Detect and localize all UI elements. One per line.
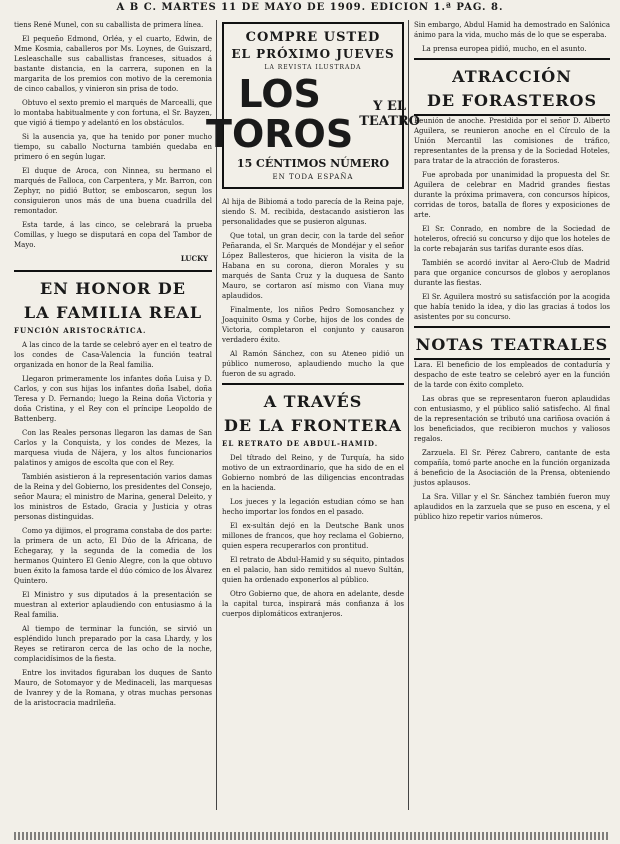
paragraph: Con las Reales personas llegaron las damas de San Carlos y la Conquista, y los condes de Mezes, la marquesa viuda de Nájera, y los altos funcionarios palatinos y amigos de escolta que con el Rey. [14, 429, 212, 467]
ad-side: Y EL [373, 99, 407, 114]
column-right [414, 20, 610, 830]
ad-price: 15 CÉNTIMOS NÚMERO [236, 157, 390, 170]
paragraph: tiens René Munel, con su caballista de primera línea. [14, 21, 204, 29]
paragraph: El Ministro y sus diputados á la presentación se muestran al exterior aplaudiendo con entusiasmo á la Real familia. [14, 591, 212, 619]
paragraph: Al hija de Bibiomá a todo parecía de la Reina paje, siendo S. M. recibida, destacando asistieron las personalidades que se pusieron algunas. [222, 198, 404, 226]
section-title: A TRAVÉS [263, 392, 363, 411]
paragraph: Entre los invitados figuraban los duques de Santo Mauro, de Sotomayor y de Medinaceli, las marquesas de Ivanrey y de la Romana, y otras muchas personas de la aristocracia madrileña. [14, 669, 212, 707]
ad-title: LOS TOROS [206, 72, 354, 156]
paragraph: Lara. El beneficio de los empleados de contaduría y despacho de este teatro se celebró ayer en la función de la tarde con éxito completo. [414, 361, 610, 389]
paragraph: Reunión de anoche. Presidida por el señor D. Alberto Aguilera, se reunieron anoche en el Círculo de la Unión Mercantil las comisiones de tráfico, representantes de la prensa y de la Sociedad Hoteles, para tratar de la atracción de forasteros. [414, 117, 610, 165]
paragraph: También asistieron á la representación varios damas de la Reina y del Gobierno, los presidentes del Consejo, señor Maura; el ministro de Marina, general Deleito, y los ministros de Estado, Gracia y Justicia y otras personas distinguidas. [14, 473, 212, 521]
paragraph: Los jueces y la legación estudian cómo se han hecho importar los fondos en el pasado. [222, 498, 404, 516]
section-title: NOTAS TEATRALES [415, 335, 609, 354]
column-left [14, 20, 212, 830]
paragraph: También se acordó invitar al Aero-Club de Madrid para que organice concursos de globos y aeroplanos durante las fiestas. [414, 259, 610, 287]
paragraph: Las obras que se representaron fueron aplaudidas con entusiasmo, y el público salió satisfecho. Al final de la representación se tributó una cariñosa ovación á los beneficiados, que recibieron muchos y valiosos regalos. [414, 395, 610, 443]
page-header: A B C. MARTES 11 DE MAYO DE 1909. EDICION 1.ª PAG. 8. [116, 2, 504, 13]
column-rule [408, 20, 409, 810]
subheading: FUNCIÓN ARISTOCRÁTICA. [14, 326, 147, 335]
ad-line: COMPRE USTED [245, 30, 381, 45]
paragraph: Fue aprobada por unanimidad la propuesta del Sr. Aguilera de celebrar en Madrid grandes fiestas durante la próxima primavera, con concursos hípicos, corridas de toros, batalla de flores y exposiciones de arte. [414, 171, 610, 219]
paragraph: El Sr. Aguilera mostró su satisfacción por la acogida que había tenido la idea, y dio las gracias á todos los asistentes por su concurso. [414, 293, 610, 321]
paragraph: Obtuvo el sexto premio el marqués de Marcealli, que lo montaba habitualmente y con fortuna, el Sr. Bayzen, que vigió á tiempo y adelantó en los obstáculos. [14, 99, 212, 127]
paragraph: La prensa europea pidió, mucho, en el asunto. [422, 45, 587, 53]
paragraph: Otro Gobierno que, de ahora en adelante, desde la capital turca, inspirará más confianza á los cuerpos diplomáticos extranjeros. [222, 590, 404, 618]
paragraph: Finalmente, los niños Pedro Somosanchez y Joaquinito Osma y Corbe, hijos de los condes de Victoria, completaron el conjunto y causaron verdadero éxito. [222, 306, 404, 344]
paragraph: Que total, un gran decir, con la tarde del señor Peñaranda, el Sr. Marqués de Mondéjar y el señor López Ballesteros, que hicieron la visita de la Habana en su corona, dieron Morales y su marqués de Santa Cruz y la duquesa de Santo Mauro, se cortaron así mismo con Viana muy aplaudidos. [222, 232, 404, 300]
section-title: DE FORASTEROS [426, 91, 598, 110]
paragraph: Llegaron primeramente los infantes doña Luisa y D. Carlos, y con sus hijas los infantes doña Isabel, doña Teresa y D. Fernando; luego la Reina doña Victoria y doña Cristina, y el Rey con el príncipe Leopoldo de Battenberg. [14, 375, 212, 423]
section-title: ATRACCIÓN [452, 67, 572, 86]
paragraph: Al tiempo de terminar la función, se sirvió un espléndido lunch preparado por la casa Lhardy, y los Reyes se retiraron cerca de las ocho de la noche, complacidísimos de la fiesta. [14, 625, 212, 663]
paragraph: Como ya dijimos, el programa constaba de dos parte: la primera de un acto, El Dúo de la Africana, de Echegaray, y la segunda de la comedia de los hermanos Quintero El Genio Alegre, con la que obtuvo buen éxito la famosa tarde el dúo cómico de los Álvarez Quintero. [14, 527, 212, 585]
paragraph: Sin embargo, Abdul Hamid ha demostrado en Salónica ánimo para la vida, mucho más de lo que se esperaba. [414, 21, 610, 39]
article-signature: LUCKY [180, 254, 208, 263]
paragraph: Si la ausencia ya, que ha tenido por poner mucho tiempo, su caballo Nocturna también quedaba en primero ó en según lugar. [14, 133, 212, 161]
page-footer-strip [14, 832, 610, 840]
advertisement [206, 22, 420, 189]
paragraph: Zarzuela. El Sr. Pérez Cabrero, cantante de esta compañía, tomó parte anoche en la función organizada á beneficio de la Asociación de la Prensa, obteniendo justos aplausos. [414, 449, 610, 487]
ad-line: LA REVISTA ILUSTRADA [264, 64, 362, 71]
paragraph: Al Ramón Sánchez, con su Ateneo pidió un público numeroso, aplaudiendo mucho la que fueron de su agrado. [222, 350, 404, 378]
paragraph: El pequeño Edmond, Orléa, y el cuarto, Edwin, de Mme Kosmia, caballeros por Ms. Loynes, de Guiszard, Lesleaschalle sus caballistas franceses, situados á bastante distancia, en la carrera, suponen en la margarita de los premios con motivo de la ceremonia de cinco caballos, y vinieron sin prisa de todo. [14, 35, 212, 93]
paragraph: El Sr. Conrado, en nombre de la Sociedad de hoteleros, ofreció su concurso y dijo que los hoteles de la corte rebajarán sus tarifas durante esos días. [414, 225, 610, 253]
paragraph: El ex-sultán dejó en la Deutsche Bank unos millones de francos, que hoy reclama el Gobierno, quien espera recuperarlos con prontitud. [222, 522, 404, 550]
paragraph: Esta tarde, á las cinco, se celebrará la prueba Comillas, y luego se disputará en copa del Tambor de Mayo. [14, 221, 212, 249]
section-title: DE LA FRONTERA [224, 416, 402, 435]
ad-line: EN TODA ESPAÑA [272, 173, 354, 181]
ad-line: EL PRÓXIMO JUEVES [231, 47, 395, 61]
section-title: EN HONOR DE [40, 279, 186, 298]
paragraph: La Sra. Villar y el Sr. Sánchez también fueron muy aplaudidos en la zarzuela que se puso en escena, y el público hizo repetir varios números. [414, 493, 610, 521]
paragraph: El duque de Aroca, con Ninnea, su hermano el marqués de Falloca, con Carpentera, y Mr. Barron, con Zephyr, no pidió Buttor, se emboscaron, segun los consiguieron unos más de una buena cuadrilla del remontador. [14, 167, 212, 215]
subheading: EL RETRATO DE ABDUL-HAMID. [222, 439, 379, 448]
paragraph: Del títrado del Reino, y de Turquía, ha sido motivo de un extraordinario, que ha sido de en el Gobierno nombró de las diligencias encontradas en la hacienda. [222, 454, 404, 492]
paragraph: El retrato de Abdul-Hamid y su séquito, pintados en el palacio, han sido remitidos al nuevo Sultán, quien ha ordenado exponerlos al público. [222, 556, 404, 584]
ad-side: TEATRO [359, 114, 420, 129]
section-title: LA FAMILIA REAL [23, 303, 203, 322]
paragraph: A las cinco de la tarde se celebró ayer en el teatro de los condes de Casa-Valencia la función teatral organizada en honor de la Real familia. [14, 341, 212, 369]
column-middle [206, 20, 420, 830]
